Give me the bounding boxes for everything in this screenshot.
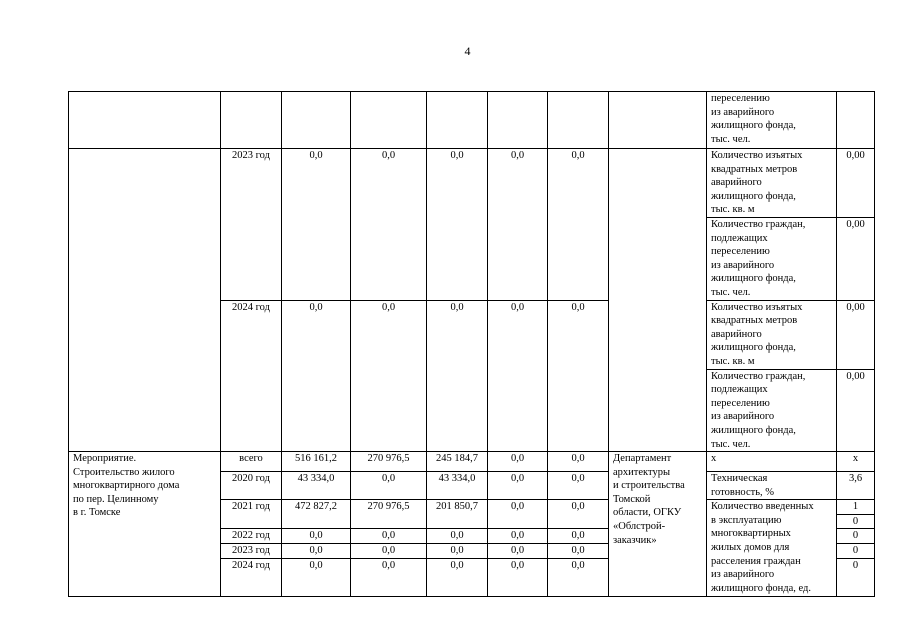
value-cell: 0,0 [488,558,548,596]
value-cell: 0,0 [282,300,351,452]
value-cell: 0,0 [548,300,609,452]
value-cell: 0,0 [427,300,488,452]
indicator-label: переселению из аварийного жилищного фонда, тыс. чел. [711,93,796,145]
year-cell: 2024 год [221,558,282,596]
value-cell: 270 976,5 [351,500,427,529]
indicator-name [707,92,837,149]
value-cell: 0,0 [351,149,427,301]
indicator-label: Количество граждан, подлежащих переселению из аварийного жилищного фонда, тыс. чел. [711,370,806,450]
indicator-value: 0,00 [837,300,875,369]
value-cell [488,92,548,149]
program-table [68,91,875,597]
year-cell: 2022 год [221,529,282,544]
measure-name: Мероприятие. Строительство жилого многоквартирного дома по пер. Целинному в г. Томске [73,453,180,519]
indicator-name [707,149,837,218]
year-cell: 2021 год [221,500,282,529]
value-cell: 0,0 [282,558,351,596]
value-cell: 0,0 [427,529,488,544]
year-cell: всего [221,452,282,472]
measure-name-cell [69,149,221,452]
table-row [69,452,875,472]
value-cell: 0,0 [427,558,488,596]
value-cell [282,92,351,149]
executor-cell [609,149,707,452]
value-cell: 0,0 [488,300,548,452]
value-cell: 0,0 [351,558,427,596]
value-cell: 0,0 [282,529,351,544]
value-cell: 245 184,7 [427,452,488,472]
indicator-name [707,472,837,500]
indicator-name: х [707,452,837,472]
value-cell: 0,0 [351,300,427,452]
indicator-value: 0,00 [837,217,875,300]
indicator-value [837,92,875,149]
indicator-label: Количество изъятых квадратных метров аварийного жилищного фонда, тыс. кв. м [711,150,803,216]
value-cell: 0,0 [488,452,548,472]
indicator-value: 0 [837,544,875,559]
indicator-label: Количество изъятых квадратных метров аварийного жилищного фонда, тыс. кв. м [711,301,803,367]
table-row [69,92,875,149]
measure-name-cell [69,452,221,597]
value-cell: 0,0 [548,472,609,500]
executor-name: Департамент архитектуры и строительства Томской области, ОГКУ «Облстрой- заказчик» [613,453,685,546]
year-cell: 2023 год [221,544,282,559]
value-cell: 0,0 [282,149,351,301]
year-cell: 2023 год [221,149,282,301]
value-cell: 0,0 [488,500,548,529]
value-cell: 0,0 [351,544,427,559]
value-cell: 0,0 [351,529,427,544]
executor-cell [609,452,707,597]
value-cell: 472 827,2 [282,500,351,529]
indicator-value: 1 [837,500,875,515]
indicator-name [707,369,837,452]
year-cell [221,92,282,149]
table-row [69,149,875,218]
indicator-label: Количество граждан, подлежащих переселению из аварийного жилищного фонда, тыс. чел. [711,218,806,298]
value-cell: 516 161,2 [282,452,351,472]
page-number: 4 [464,44,471,58]
indicator-label: Техническая готовность, % [711,473,774,498]
value-cell: 0,0 [488,544,548,559]
indicator-name [707,217,837,300]
measure-name-cell [69,92,221,149]
value-cell: 43 334,0 [427,472,488,500]
value-cell: 0,0 [282,544,351,559]
indicator-value: 3,6 [837,472,875,500]
value-cell: 0,0 [427,544,488,559]
year-cell: 2020 год [221,472,282,500]
executor-cell [609,92,707,149]
value-cell: 0,0 [548,529,609,544]
value-cell: 270 976,5 [351,452,427,472]
indicator-name [707,500,837,596]
value-cell [548,92,609,149]
indicator-name [707,300,837,369]
value-cell: 0,0 [427,149,488,301]
value-cell: 0,0 [488,529,548,544]
value-cell [351,92,427,149]
value-cell [427,92,488,149]
value-cell: 0,0 [548,558,609,596]
indicator-value: 0 [837,514,875,529]
value-cell: 0,0 [548,500,609,529]
indicator-value: 0,00 [837,369,875,452]
value-cell: 0,0 [548,149,609,301]
indicator-label: Количество введенных в эксплуатацию многоквартирных жилых домов для расселения граждан из аварийного жилищного фонда, ед. [711,501,814,594]
value-cell: 0,0 [488,149,548,301]
value-cell: 0,0 [548,452,609,472]
value-cell: 43 334,0 [282,472,351,500]
value-cell: 0,0 [548,544,609,559]
indicator-value: х [837,452,875,472]
value-cell: 0,0 [488,472,548,500]
value-cell: 0,0 [351,472,427,500]
indicator-value: 0 [837,558,875,596]
value-cell: 201 850,7 [427,500,488,529]
indicator-value: 0,00 [837,149,875,218]
indicator-value: 0 [837,529,875,544]
year-cell: 2024 год [221,300,282,452]
